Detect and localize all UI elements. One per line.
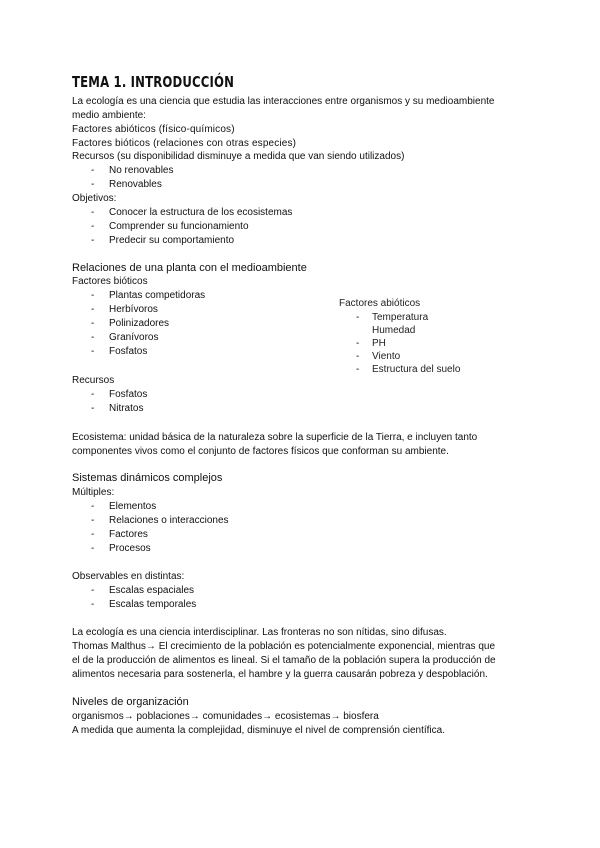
list-item: Fosfatos xyxy=(109,389,148,400)
bullet-dash: - xyxy=(91,529,95,540)
niveles-line-1: organismos→ poblaciones→ comunidades→ ecosistemas→ biosfera xyxy=(72,711,379,722)
bullet-dash: - xyxy=(91,403,95,414)
list-item: Estructura del suelo xyxy=(372,364,461,375)
bullet-dash: - xyxy=(91,585,95,596)
bullet-dash: - xyxy=(356,351,360,362)
abioticos-line: Factores abióticos (físico-químicos) xyxy=(72,124,235,135)
list-item: Escalas espaciales xyxy=(109,585,195,596)
bullet-dash: - xyxy=(91,165,95,176)
bullet-dash: - xyxy=(91,332,95,343)
bullet-dash: - xyxy=(91,179,95,190)
objetivos-label: Objetivos: xyxy=(72,193,117,204)
bullet-dash: - xyxy=(91,543,95,554)
list-item: PH xyxy=(372,338,386,349)
list-item: No renovables xyxy=(109,165,174,176)
intro-line-2: medio ambiente: xyxy=(72,110,146,121)
bioticos-line: Factores bióticos (relaciones con otras especies) xyxy=(72,138,297,149)
bullet-dash: - xyxy=(356,312,360,323)
bullet-dash: - xyxy=(356,338,360,349)
bullet-dash: - xyxy=(91,304,95,315)
intro-line-1: La ecología es una ciencia que estudia las interacciones entre organismos y su medioambiente xyxy=(72,96,495,107)
list-item: Humedad xyxy=(372,325,416,336)
list-item: Viento xyxy=(372,351,401,362)
disciplina-line-1: La ecología es una ciencia interdisciplinar. Las fronteras no son nítidas, sino difusas. xyxy=(72,627,447,638)
list-item: Granívoros xyxy=(109,332,159,343)
bullet-dash: - xyxy=(91,290,95,301)
section-heading-niveles: Niveles de organización xyxy=(72,696,189,708)
bullet-dash: - xyxy=(91,599,95,610)
niveles-line-2: A medida que aumenta la complejidad, disminuye el nivel de comprensión científica. xyxy=(72,725,445,736)
list-item: Factores xyxy=(109,529,148,540)
page-title: TEMA 1. INTRODUCCIÓN xyxy=(72,73,235,91)
list-item: Nitratos xyxy=(109,403,144,414)
disciplina-line-2: Thomas Malthus→ El crecimiento de la población es potencialmente exponencial, mientras que xyxy=(72,641,496,652)
list-item: Escalas temporales xyxy=(109,599,197,610)
bullet-dash: - xyxy=(91,221,95,232)
bullet-dash: - xyxy=(91,207,95,218)
list-item: Fosfatos xyxy=(109,346,148,357)
list-item: Polinizadores xyxy=(109,318,170,329)
bullet-dash: - xyxy=(91,346,95,357)
ecosistema-line-2: componentes vivos como el conjunto de factores físicos que conforman su ambiente. xyxy=(72,446,449,457)
disciplina-line-3: el de la producción de alimentos es lineal. Si el tamaño de la población supera la producción de xyxy=(72,655,496,666)
list-item: Elementos xyxy=(109,501,157,512)
disciplina-line-4: alimentos necesaria para sostenerla, el hambre y la guerra causarán pobreza y despoblación. xyxy=(72,669,488,680)
list-item: Relaciones o interacciones xyxy=(109,515,229,526)
bullet-dash: - xyxy=(356,364,360,375)
recursos-line: Recursos (su disponibilidad disminuye a medida que van siendo utilizados) xyxy=(72,151,405,162)
ecosistema-line-1: Ecosistema: unidad básica de la naturaleza sobre la superficie de la Tierra, e incluyen tanto xyxy=(72,432,478,443)
section-heading-sistemas: Sistemas dinámicos complejos xyxy=(72,472,223,484)
bullet-dash: - xyxy=(91,501,95,512)
list-item: Renovables xyxy=(109,179,162,190)
recursos-label: Recursos xyxy=(72,375,115,386)
multiples-label: Múltiples: xyxy=(72,487,115,498)
list-item: Predecir su comportamiento xyxy=(109,235,235,246)
bullet-dash: - xyxy=(91,515,95,526)
list-item: Procesos xyxy=(109,543,151,554)
observables-label: Observables en distintas: xyxy=(72,571,185,582)
section-heading-planta: Relaciones de una planta con el medioambiente xyxy=(72,262,307,274)
list-item: Conocer la estructura de los ecosistemas xyxy=(109,207,293,218)
bullet-dash: - xyxy=(91,318,95,329)
list-item: Temperatura xyxy=(372,312,429,323)
list-item: Plantas competidoras xyxy=(109,290,206,301)
bullet-dash: - xyxy=(91,235,95,246)
bullet-dash: - xyxy=(91,389,95,400)
bioticos-label: Factores bióticos xyxy=(72,276,148,287)
list-item: Comprender su funcionamiento xyxy=(109,221,249,232)
list-item: Herbívoros xyxy=(109,304,158,315)
abioticos-label: Factores abióticos xyxy=(339,298,421,309)
